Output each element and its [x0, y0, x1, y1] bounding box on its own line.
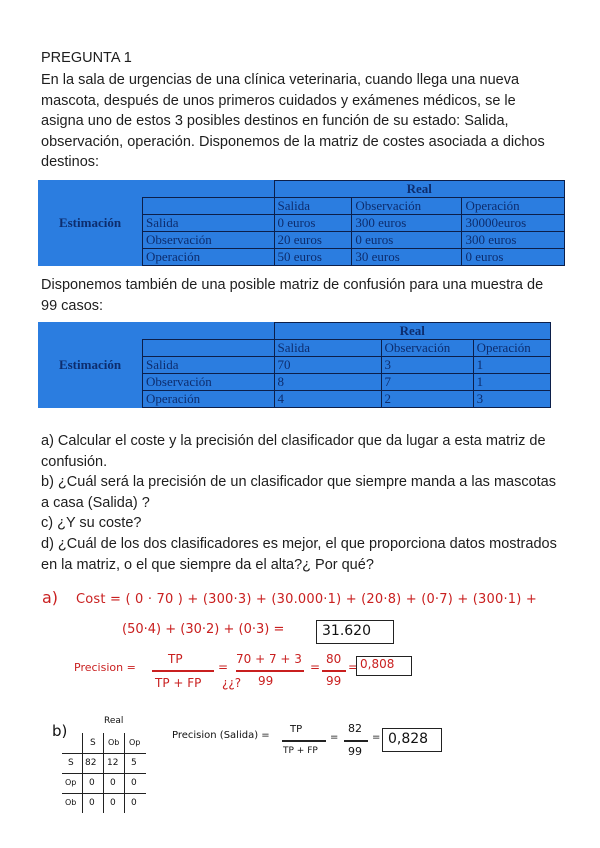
hw-tp-fp: TP + FP [155, 676, 202, 690]
col-header: Observación [381, 340, 473, 357]
row-header: Observación [143, 232, 275, 249]
question-c: c) ¿Y su coste? [41, 515, 142, 532]
hw-den1: 99 [258, 674, 274, 688]
hw-eq: = [218, 660, 229, 674]
hw-eq: = [330, 732, 339, 743]
hw-real-small: Real [104, 716, 124, 726]
table-cell: 20 euros [274, 232, 352, 249]
hw-eq: = [348, 660, 359, 674]
confusion-matrix-table [38, 322, 551, 408]
question-a: a) Calcular el coste y la precisión del clasificador que da lugar a esta matriz de confusión. [41, 433, 546, 470]
intro-paragraph: En la sala de urgencias de una clínica veterinaria, cuando llega una nueva mascota, después de unos primeros cuidados y exámenes médicos, se le asigna uno de estos 3 posibles destinos en función de su estado: Salida, observación, operación. Disponemos de la matriz de costes asociada a dichos destinos: [41, 72, 545, 171]
table-cell: 3 [473, 391, 550, 408]
hw-b-result: 0,828 [388, 731, 429, 747]
hw-cost-line2: (50·4) + (30·2) + (0·3) = [122, 622, 285, 637]
real-header: Real [274, 181, 565, 198]
hw-precision-label: Precision = [74, 661, 136, 674]
hw-grid-cell: 0 [89, 778, 95, 788]
estimacion-label: Estimación [58, 215, 122, 230]
table-cell: 30000euros [462, 215, 565, 232]
hw-fraction-line [282, 740, 326, 742]
table-cell: 0 euros [462, 249, 565, 266]
hw-cost-line1: Cost = ( 0 · 70 ) + (300·3) + (30.000·1) + (20·8) + (0·7) + (300·1) + [76, 592, 537, 607]
hw-eq: = [310, 660, 321, 674]
hw-cost-result: 31.620 [322, 623, 371, 639]
question-title: PREGUNTA 1 [41, 50, 132, 66]
question-b: b) ¿Cuál será la precisión de un clasificador que siempre manda a las mascotas a casa (Salida) ? [41, 474, 556, 511]
cost-matrix-table [38, 180, 565, 266]
table-cell: 7 [381, 374, 473, 391]
hw-grid-row-header: S [68, 758, 74, 768]
hw-grid-cell: 5 [131, 758, 137, 768]
table-cell: 0 euros [352, 232, 462, 249]
hw-grid-row-header: Op [65, 778, 77, 787]
hw-fraction-line [236, 670, 304, 672]
hw-b-tp-fp: TP + FP [283, 746, 318, 756]
hw-fraction-line [152, 670, 214, 672]
hw-den2: 99 [326, 674, 342, 688]
hw-b-num2: 82 [348, 722, 362, 735]
hw-b-label: b) [52, 722, 68, 740]
col-header: Salida [274, 340, 381, 357]
real-header: Real [274, 323, 551, 340]
col-header: Operación [473, 340, 550, 357]
hw-b-den2: 99 [348, 745, 362, 758]
hw-grid-col-header: S [90, 738, 96, 748]
row-header: Operación [143, 249, 275, 266]
hw-grid-cell: 0 [131, 798, 137, 808]
hw-precision-salida-label: Precision (Salida) = [172, 730, 270, 741]
hw-question-marks: ¿¿? [222, 676, 242, 690]
table-cell: 1 [473, 357, 550, 374]
hw-eq: = [372, 732, 381, 743]
hw-b-tp: TP [290, 724, 303, 735]
row-header: Salida [143, 215, 275, 232]
hw-grid-cell: 0 [89, 798, 95, 808]
row-header: Observación [143, 374, 275, 391]
table-cell: 3 [381, 357, 473, 374]
col-header: Salida [274, 198, 352, 215]
table-cell: 8 [274, 374, 381, 391]
hw-grid-cell: 0 [131, 778, 137, 788]
table-cell: 2 [381, 391, 473, 408]
hw-prec-result: 0,808 [360, 657, 395, 671]
hw-grid-cell: 12 [107, 758, 119, 768]
row-header: Salida [143, 357, 275, 374]
hw-grid-cell: 0 [110, 778, 116, 788]
hw-grid-cell: 0 [110, 798, 116, 808]
table-cell: 300 euros [462, 232, 565, 249]
table-cell: 50 euros [274, 249, 352, 266]
hw-tp: TP [168, 652, 183, 666]
hw-grid-row-header: Ob [65, 798, 77, 807]
table-cell: 300 euros [352, 215, 462, 232]
hw-grid-col-header: Ob [108, 738, 120, 747]
hw-fraction-line [344, 740, 368, 742]
row-header: Operación [143, 391, 275, 408]
table-cell: 4 [274, 391, 381, 408]
table-cell: 0 euros [274, 215, 352, 232]
col-header: Operación [462, 198, 565, 215]
table-cell: 1 [473, 374, 550, 391]
hw-a-label: a) [42, 588, 59, 607]
hw-num1: 70 + 7 + 3 [236, 652, 302, 666]
hw-grid-cell: 82 [85, 758, 97, 768]
hw-grid-col-header: Op [129, 738, 141, 747]
questions-block [41, 431, 561, 575]
table-cell: 70 [274, 357, 381, 374]
hw-num2: 80 [326, 652, 342, 666]
estimacion-label: Estimación [58, 357, 122, 372]
question-d: d) ¿Cuál de los dos clasificadores es mejor, el que proporciona datos mostrados en la matriz, o el que siempre da el alta?¿ Por qué? [41, 535, 557, 573]
table-cell: 30 euros [352, 249, 462, 266]
hw-grid [62, 733, 146, 813]
col-header: Observación [352, 198, 462, 215]
confusion-intro: Disponemos también de una posible matriz de confusión para una muestra de 99 casos: [41, 277, 544, 314]
hw-fraction-line [322, 670, 346, 672]
